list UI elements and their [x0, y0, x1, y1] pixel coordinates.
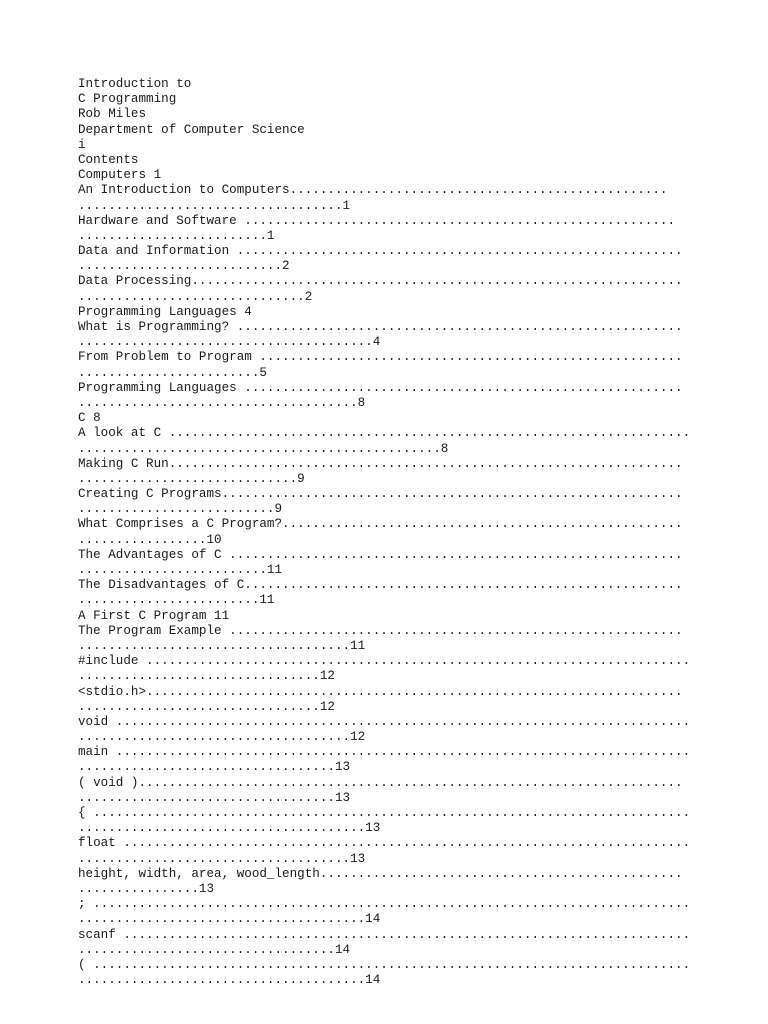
toc-line: The Disadvantages of C..........................................................	[78, 578, 683, 593]
toc-line: ................................................8	[78, 441, 449, 456]
toc-line: { ...............................................................................	[78, 806, 691, 820]
toc-line: ......................................13	[78, 821, 381, 836]
toc-line: ..............................2	[78, 289, 313, 304]
table-of-contents	[78, 77, 698, 988]
toc-line: Creating C Programs.............................................................	[78, 487, 683, 502]
toc-line: Programming Languages ..........................................................	[78, 380, 683, 395]
toc-line: i	[78, 137, 86, 152]
toc-line: Data Processing.................................................................	[78, 274, 683, 289]
toc-line: .............................9	[78, 471, 305, 486]
toc-line: .........................1	[78, 228, 275, 243]
toc-line: ........................11	[78, 593, 275, 608]
toc-line: ........................5	[78, 365, 267, 380]
toc-line: #include ........................................................................	[78, 654, 691, 669]
toc-line: What is Programming? ...........................................................	[78, 320, 683, 334]
toc-line: What Comprises a C Program?.....................................................	[78, 517, 683, 532]
toc-line: Hardware and Software .........................................................	[78, 213, 676, 228]
toc-line: A First C Program 11	[78, 608, 230, 623]
toc-line: ......................................14	[78, 912, 381, 927]
toc-line: ....................................12	[78, 730, 366, 745]
toc-line: .........................11	[78, 563, 283, 577]
toc-line: The Program Example ............................................................	[78, 623, 683, 638]
toc-line: height, width, area, wood_length................................................	[78, 866, 683, 881]
toc-line: ..........................9	[78, 502, 283, 517]
toc-line: Data and Information ...........................................................	[78, 244, 683, 259]
toc-line: main ............................................................................	[78, 745, 691, 760]
toc-line: ......................................14	[78, 973, 381, 988]
toc-line: The Advantages of C ............................................................	[78, 547, 683, 562]
toc-line: ..................................13	[78, 790, 351, 805]
toc-line: Department of Computer Science	[78, 122, 305, 137]
toc-line: From Problem to Program ........................................................	[78, 350, 683, 365]
toc-line: ....................................13	[78, 851, 366, 866]
toc-line: Rob Miles	[78, 107, 147, 122]
toc-line: ...................................1	[78, 198, 351, 213]
toc-line: ; ...............................................................................	[78, 897, 691, 912]
toc-line: float ...........................................................................	[78, 836, 691, 851]
toc-line: ..................................13	[78, 760, 351, 775]
toc-line: ....................................11	[78, 638, 366, 653]
toc-line: ................................12	[78, 669, 335, 684]
toc-line: C Programming	[78, 92, 177, 107]
toc-line: Making C Run....................................................................	[78, 456, 683, 471]
toc-line: Programming Languages 4	[78, 304, 252, 319]
toc-line: ...........................2	[78, 259, 290, 274]
toc-line: .....................................8	[78, 395, 366, 410]
toc-line: <stdio.h>.......................................................................	[78, 684, 683, 699]
toc-line: Contents	[78, 152, 139, 167]
toc-line: ( ...............................................................................	[78, 957, 691, 972]
toc-line: .................10	[78, 532, 222, 547]
toc-line: Introduction to	[78, 77, 192, 91]
toc-line: An Introduction to Computers..................................................	[78, 183, 668, 198]
toc-line: ..................................14	[78, 942, 351, 957]
toc-line: ................13	[78, 881, 215, 896]
toc-line: ( void )........................................................................	[78, 775, 683, 790]
toc-line: void ............................................................................	[78, 714, 691, 729]
toc-line: scanf ...........................................................................	[78, 927, 691, 942]
toc-line: A look at C .....................................................................	[78, 426, 691, 441]
toc-line: C 8	[78, 411, 101, 426]
toc-line: .......................................4	[78, 335, 381, 350]
toc-line: ................................12	[78, 699, 335, 714]
toc-line: Computers 1	[78, 168, 162, 183]
